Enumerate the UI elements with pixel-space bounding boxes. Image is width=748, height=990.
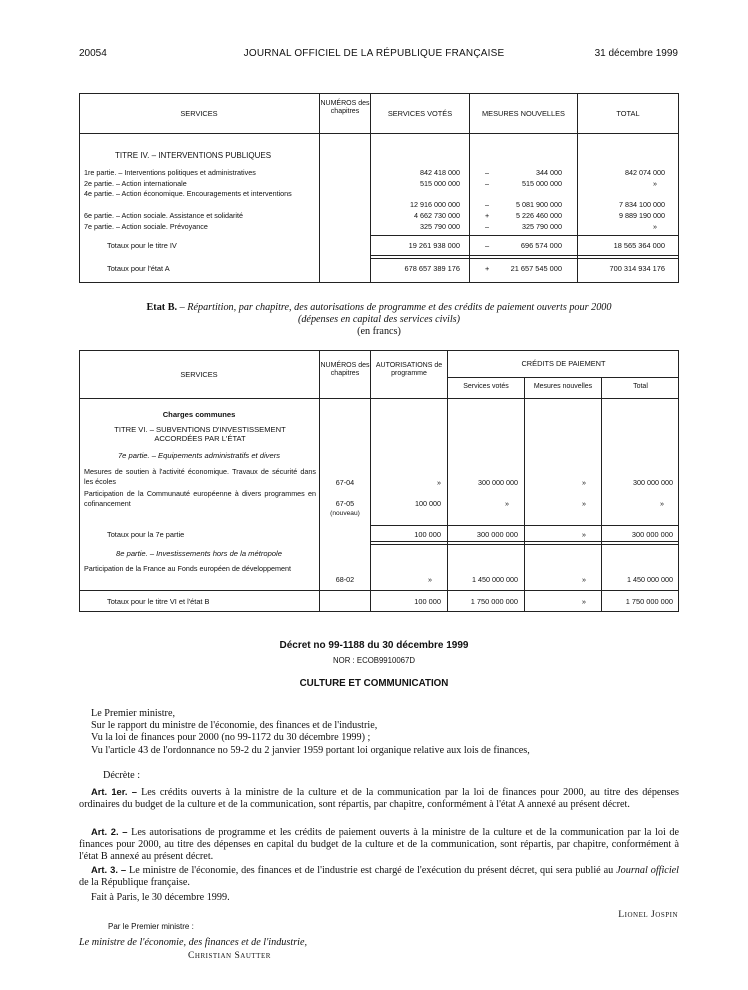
- row-chapitre: 67-04: [335, 478, 355, 487]
- row-nouvelles: 5 226 460 000: [516, 211, 562, 220]
- row-sign: –: [485, 222, 489, 231]
- col-header-services-votes: Services votés: [463, 383, 509, 390]
- partie-8: 8e partie. – Investissements hors de la métropole: [116, 549, 282, 558]
- charges-communes: Charges communes: [162, 410, 236, 419]
- preamble-line: Vu l'article 43 de l'ordonnance no 59-2 du 2 janvier 1959 portant loi organique relative aux lois de finances,: [91, 744, 530, 756]
- row-sign: –: [485, 168, 489, 177]
- col-header-total: Total: [633, 383, 648, 390]
- total-7-total: 300 000 000: [631, 530, 673, 539]
- row-sign: +: [485, 211, 490, 220]
- col-header-nouvelles: MESURES NOUVELLES: [482, 109, 565, 118]
- section-title: TITRE IV. – INTERVENTIONS PUBLIQUES: [115, 151, 272, 160]
- row-nouvelles: 5 081 900 000: [516, 200, 562, 209]
- minister-title: Le ministre de l'économie, des finances et de l'industrie,: [79, 937, 308, 948]
- total-7-label: Totaux pour la 7e partie: [107, 530, 185, 539]
- row-votes: 300 000 000: [478, 478, 518, 487]
- total-final-label: Totaux pour le titre VI et l'état B: [107, 597, 210, 606]
- col-header-mesures-nouvelles: Mesures nouvelles: [533, 383, 593, 390]
- total-titre-label: Totaux pour le titre IV: [107, 241, 177, 250]
- row-total: 842 074 000: [625, 168, 665, 177]
- preamble: [79, 708, 679, 757]
- article-1: [79, 786, 679, 811]
- nor-reference: NOR : ECOB9910067D: [333, 656, 415, 665]
- decrete: Décrète :: [103, 770, 141, 781]
- row-nouvelles: 344 000: [536, 168, 562, 177]
- minister-name: Christian Sautter: [188, 950, 271, 961]
- row-autorisations: 100 000: [415, 499, 441, 508]
- row-nouvelles: »: [582, 575, 586, 584]
- col-header-chapitres: NUMÉROS des chapitres: [320, 100, 370, 115]
- total-etat-votes: 678 657 389 176: [404, 264, 460, 273]
- row-total: »: [653, 222, 657, 231]
- row-chapitre: 68-02: [335, 575, 355, 584]
- etat-b-unit: (en francs): [357, 326, 401, 337]
- row-votes: 4 662 730 000: [414, 211, 460, 220]
- row-total: 7 834 100 000: [619, 200, 665, 209]
- article-3-text-italic: Journal officiel: [616, 865, 680, 876]
- article-1-label: Art. 1er. –: [91, 786, 137, 797]
- article-2: [79, 826, 679, 864]
- article-3: [79, 864, 679, 889]
- total-etat-nouvelles: 21 657 545 000: [510, 264, 562, 273]
- par-le-premier-ministre: Par le Premier ministre :: [108, 922, 194, 931]
- row-chapitre-note: (nouveau): [330, 510, 360, 517]
- article-3-text-b: de la République française.: [79, 877, 190, 889]
- decree-title: Décret no 99-1188 du 30 décembre 1999: [279, 640, 469, 651]
- total-etat-total: 700 314 934 176: [609, 264, 665, 273]
- preamble-line: Vu la loi de finances pour 2000 (no 99-1172 du 30 décembre 1999) ;: [91, 732, 371, 744]
- row-votes: 325 790 000: [420, 222, 460, 231]
- signatory: Lionel Jospin: [618, 909, 678, 920]
- total-titre-votes: 19 261 938 000: [408, 241, 460, 250]
- row-label: 2e partie. – Action internationale: [84, 179, 187, 188]
- etat-b-description: – Répartition, par chapitre, des autorisations de programme et des crédits de paiement ouverts pour 2000: [179, 302, 612, 313]
- row-total: »: [660, 499, 664, 508]
- total-final-autorisations: 100 000: [414, 597, 441, 606]
- page-number: 20054: [79, 48, 107, 59]
- article-1-text: Les crédits ouverts à la ministre de la culture et de la communication par la loi de finances pour 2000, au titre des dépenses ordinaires du budget de la culture et de la communication, sont répartis, par chapitre, conformément à l'état A annexé au présent décret.: [79, 787, 679, 811]
- col-header-services: SERVICES: [180, 109, 218, 118]
- col-header-services: SERVICES: [180, 370, 218, 379]
- row-sign: –: [485, 179, 489, 188]
- col-header-autorisations: AUTORISATIONS de programme: [375, 362, 443, 377]
- row-label: 6e partie. – Action sociale. Assistance et solidarité: [84, 211, 244, 220]
- article-3-text-a: Le ministre de l'économie, des finances et de l'industrie est chargé de l'exécution du présent décret, qui sera publié au: [129, 865, 617, 876]
- fait-a-paris: Fait à Paris, le 30 décembre 1999.: [91, 892, 230, 903]
- total-titre-total: 18 565 364 000: [613, 241, 665, 250]
- ministry-heading: CULTURE ET COMMUNICATION: [299, 678, 449, 689]
- row-total: 300 000 000: [633, 478, 673, 487]
- row-total: »: [653, 179, 657, 188]
- row-nouvelles: 325 790 000: [522, 222, 562, 231]
- total-etat-label: Totaux pour l'état A: [107, 264, 170, 273]
- total-final-total: 1 750 000 000: [625, 597, 673, 606]
- total-titre-nouvelles: 696 574 000: [520, 241, 562, 250]
- col-header-votes: SERVICES VOTÉS: [387, 109, 453, 118]
- etat-b-label: Etat B.: [146, 302, 178, 313]
- total-7-votes: 300 000 000: [476, 530, 518, 539]
- row-autorisations: »: [428, 575, 432, 584]
- total-7-nouvelles: »: [581, 530, 586, 539]
- col-header-total: TOTAL: [616, 109, 640, 118]
- article-2-label: Art. 2. –: [91, 826, 128, 837]
- article-3-label: Art. 3. –: [91, 864, 127, 875]
- col-header-chapitres: NUMÉROS des chapitres: [320, 362, 370, 377]
- journal-title: JOURNAL OFFICIEL DE LA RÉPUBLIQUE FRANÇAISE: [243, 48, 505, 59]
- col-header-credits: CRÉDITS DE PAIEMENT: [521, 359, 606, 368]
- preamble-line: Sur le rapport du ministre de l'économie, des finances et de l'industrie,: [91, 720, 378, 732]
- row-label: Mesures de soutien à l'activité économique. Travaux de sécurité dans les écoles: [84, 467, 316, 486]
- row-votes: 842 418 000: [420, 168, 460, 177]
- titre-vi: TITRE VI. – SUBVENTIONS D'INVESTISSEMENT ACCORDÉES PAR L'ÉTAT: [114, 425, 286, 443]
- row-votes: »: [505, 499, 509, 508]
- row-votes: 1 450 000 000: [472, 575, 518, 584]
- total-7-autorisations: 100 000: [414, 530, 441, 539]
- etat-b-subtitle: (dépenses en capital des services civils): [297, 314, 461, 325]
- total-etat-sign: +: [485, 264, 490, 273]
- publication-date: 31 décembre 1999: [594, 48, 678, 59]
- etat-b-title: [79, 302, 679, 315]
- row-autorisations: »: [437, 478, 441, 487]
- row-label: 7e partie. – Action sociale. Prévoyance: [84, 222, 208, 231]
- row-votes: 12 916 000 000: [410, 200, 460, 209]
- row-nouvelles: »: [582, 499, 586, 508]
- preamble-line: Le Premier ministre,: [91, 708, 176, 719]
- row-label: 1re partie. – Interventions politiques et administratives: [84, 168, 256, 177]
- row-chapitre: 67-05: [335, 499, 355, 508]
- row-nouvelles: 515 000 000: [522, 179, 562, 188]
- row-label: Participation de la France au Fonds européen de développement: [84, 564, 291, 573]
- article-2-text: Les autorisations de programme et les crédits de paiement ouverts à la ministre de la culture et de la communication par la loi de finances pour 2000, au titre des dépenses en capital du budget de la culture et de la communication, sont répartis, par chapitre, conformément à l'état B annexé au présent décret.: [79, 827, 679, 863]
- row-total: 1 450 000 000: [627, 575, 673, 584]
- total-final-votes: 1 750 000 000: [470, 597, 518, 606]
- total-final-nouvelles: »: [581, 597, 586, 606]
- total-titre-sign: –: [485, 241, 490, 250]
- row-label: Participation de la Communauté européenne à divers programmes en cofinancement: [84, 489, 316, 508]
- row-label: 4e partie. – Action économique. Encouragements et interventions: [84, 189, 292, 198]
- row-nouvelles: »: [582, 478, 586, 487]
- row-total: 9 889 190 000: [619, 211, 665, 220]
- row-votes: 515 000 000: [420, 179, 460, 188]
- partie-7: 7e partie. – Equipements administratifs et divers: [117, 451, 281, 460]
- row-sign: –: [485, 200, 489, 209]
